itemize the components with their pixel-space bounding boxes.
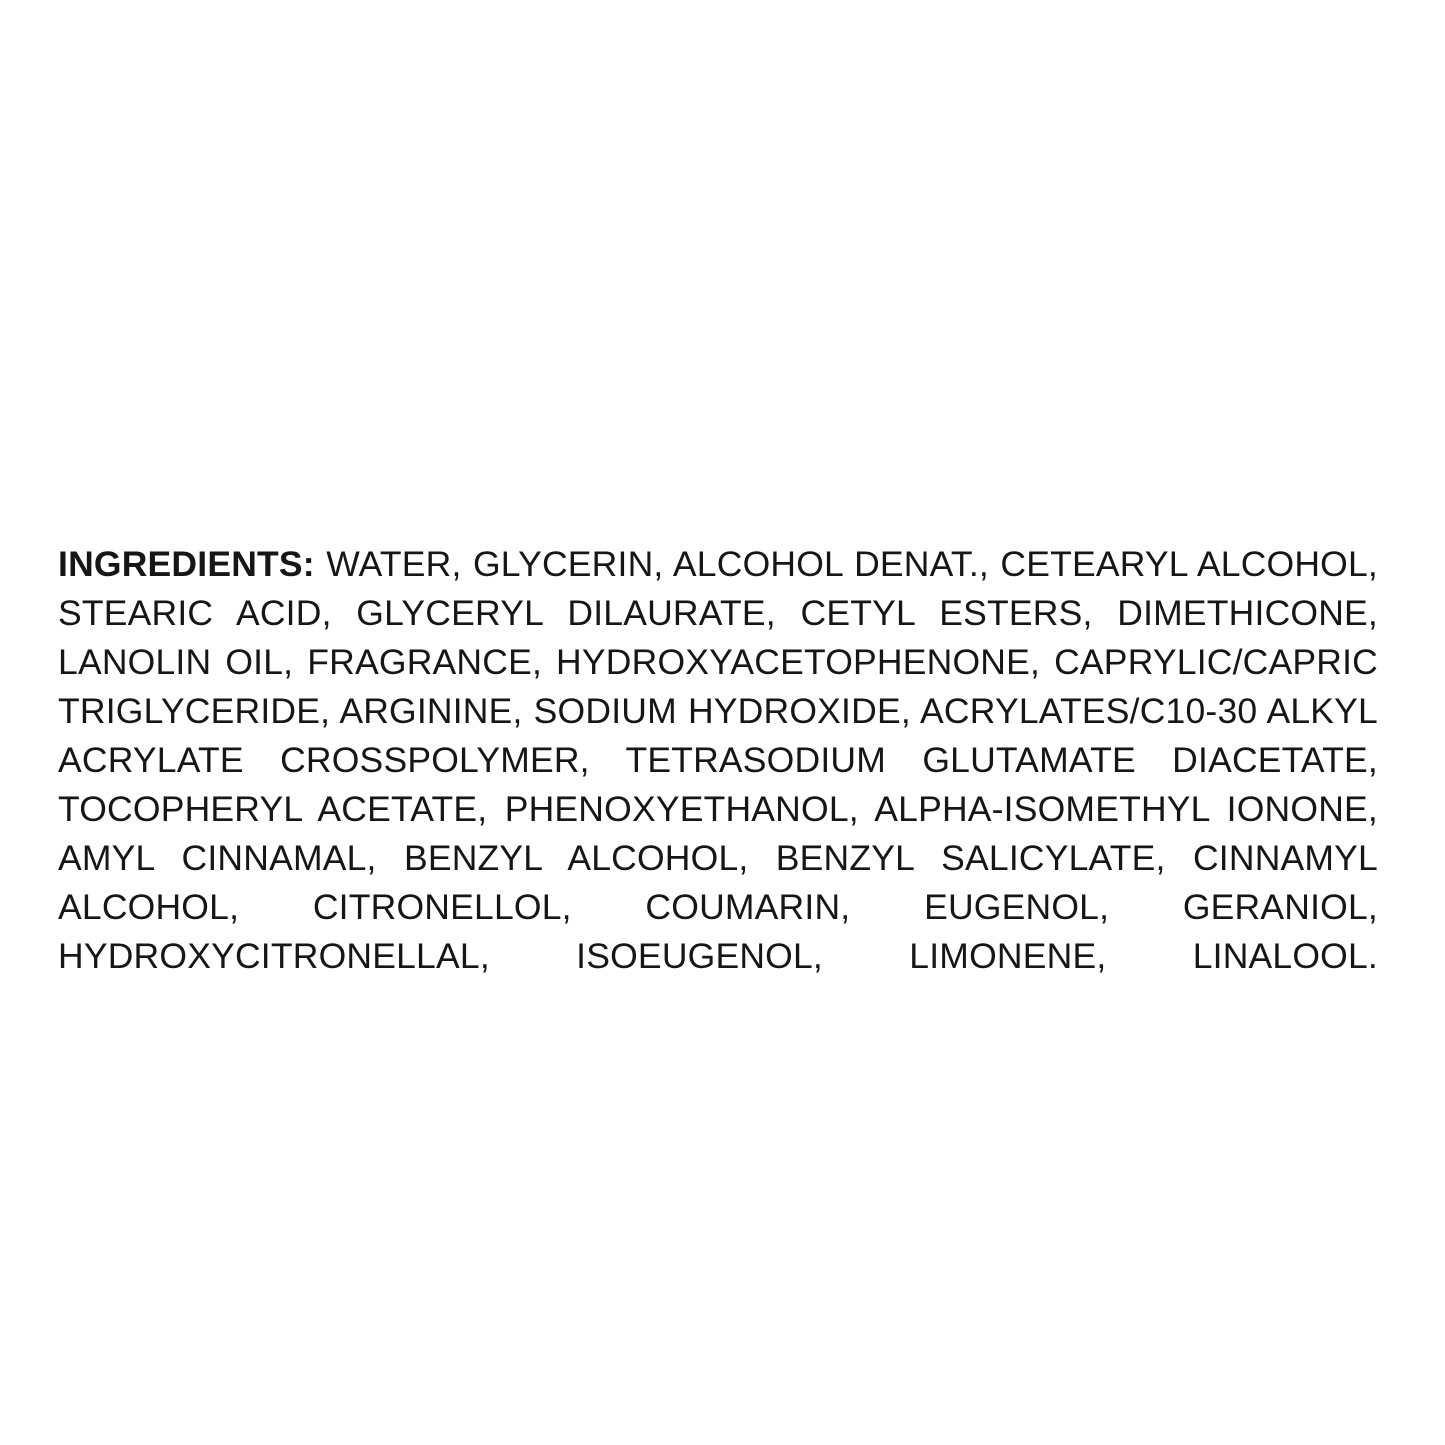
- ingredients-block: [58, 540, 1378, 1030]
- ingredients-body: WATER, GLYCERIN, ALCOHOL DENAT., CETEARYL ALCOHOL, STEARIC ACID, GLYCERYL DILAURATE, CETYL ESTERS, DIMETHICONE, LANOLIN OIL, FRAGRANCE, HYDROXYACETOPHENONE, CAPRYLIC/CAPRIC TRIGLYCERIDE, ARGININE, SODIUM HYDROXIDE, ACRYLATES/C10-30 ALKYL ACRYLATE CROSSPOLYMER, TETRASODIUM GLUTAMATE DIACETATE, TOCOPHERYL ACETATE, PHENOXYETHANOL, ALPHA-ISOMETHYL IONONE, AMYL CINNAMAL, BENZYL ALCOHOL, BENZYL SALICYLATE, CINNAMYL ALCOHOL, CITRONELLOL, COUMARIN, EUGENOL, GERANIOL, HYDROXYCITRONELLAL, ISOEUGENOL, LIMONENE, LINALOOL.: [58, 544, 1378, 976]
- ingredients-heading: INGREDIENTS:: [58, 544, 315, 584]
- ingredients-paragraph: [58, 540, 1378, 1030]
